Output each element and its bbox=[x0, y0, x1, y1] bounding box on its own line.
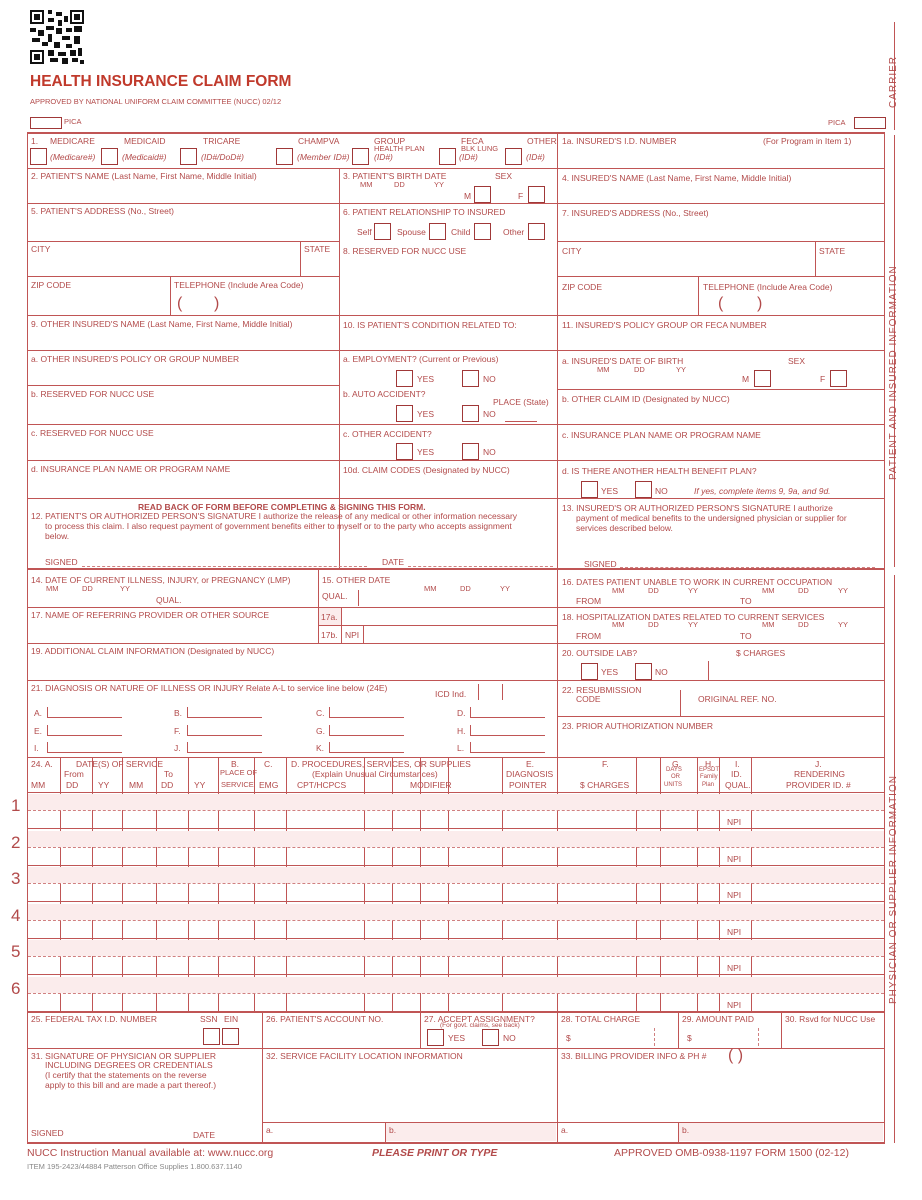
box16-from: FROM bbox=[576, 596, 602, 606]
box18-to: TO bbox=[740, 631, 752, 641]
service-line-number: 6 bbox=[11, 978, 21, 998]
box10d-label: 10d. CLAIM CODES (Designated by NUCC) bbox=[343, 465, 510, 475]
outside-lab-no-checkbox[interactable] bbox=[635, 663, 652, 680]
box11d-label: d. IS THERE ANOTHER HEALTH BENEFIT PLAN? bbox=[562, 466, 757, 476]
feca-checkbox[interactable] bbox=[439, 148, 456, 165]
box31-l1: 31. SIGNATURE OF PHYSICIAN OR SUPPLIER bbox=[31, 1051, 216, 1061]
box29-dollar: $ bbox=[687, 1033, 692, 1043]
medicaid-id: (Medicaid#) bbox=[122, 152, 167, 162]
box16-dd2: DD bbox=[798, 586, 809, 595]
self-label: Self bbox=[357, 227, 372, 237]
tel-paren-close: ) bbox=[214, 295, 220, 312]
ssn-checkbox[interactable] bbox=[203, 1028, 220, 1045]
box9d-label: d. INSURANCE PLAN NAME OR PROGRAM NAME bbox=[31, 464, 231, 474]
auto-no-checkbox[interactable] bbox=[462, 405, 479, 422]
service-line-number: 3 bbox=[11, 869, 21, 888]
form-title: HEALTH INSURANCE CLAIM FORM bbox=[30, 73, 292, 90]
service-line-npi: NPI bbox=[727, 926, 742, 937]
box24h-family: Family bbox=[700, 774, 718, 780]
other-checkbox[interactable] bbox=[505, 148, 522, 165]
box24d-modifier: MODIFIER bbox=[410, 780, 452, 790]
box9-label: 9. OTHER INSURED'S NAME (Last Name, First Name, Middle Initial) bbox=[31, 319, 293, 329]
box24i-id: ID. bbox=[731, 769, 742, 779]
box24-dates: DATE(S) OF SERVICE bbox=[76, 759, 164, 769]
pica-right: PICA bbox=[828, 118, 846, 127]
box27-label: 27. ACCEPT ASSIGNMENT? bbox=[424, 1014, 535, 1024]
service-line-number: 2 bbox=[11, 832, 21, 852]
side-carrier: CARRIER bbox=[888, 55, 899, 108]
box24b-label: B. bbox=[231, 759, 240, 769]
diag-letter-d: D. bbox=[457, 708, 466, 718]
patient-state: STATE bbox=[304, 244, 331, 254]
service-line-npi: NPI bbox=[727, 963, 742, 973]
box17b-npi: NPI bbox=[345, 630, 360, 640]
box24-to: To bbox=[164, 769, 173, 779]
box9c-label: c. RESERVED FOR NUCC USE bbox=[31, 428, 154, 438]
box24e-pointer: POINTER bbox=[509, 780, 547, 790]
box33-b: b. bbox=[682, 1125, 690, 1135]
box17-label: 17. NAME OF REFERRING PROVIDER OR OTHER SOURCE bbox=[31, 610, 270, 620]
box5-label: 5. PATIENT'S ADDRESS (No., Street) bbox=[31, 206, 175, 216]
outside-lab-no: NO bbox=[655, 667, 668, 677]
box24h-epsdt: EPSDT bbox=[699, 767, 720, 773]
champva-label: CHAMPVA bbox=[298, 136, 340, 146]
box30-label: 30. Rsvd for NUCC Use bbox=[785, 1014, 876, 1024]
box3-label: 3. PATIENT'S BIRTH DATE bbox=[343, 171, 447, 181]
service-line-npi: NPI bbox=[727, 999, 742, 1010]
box14-label: 14. DATE OF CURRENT ILLNESS, INJURY, or PREGNANCY (LMP) bbox=[31, 575, 291, 585]
box24h-plan: Plan bbox=[702, 782, 715, 788]
child-checkbox[interactable] bbox=[474, 223, 491, 240]
box17a-label: 17a. bbox=[321, 612, 338, 622]
box24g-units: UNITS bbox=[664, 782, 682, 788]
box25-ein: EIN bbox=[224, 1014, 239, 1024]
box13-line3: services described below. bbox=[576, 523, 673, 533]
box20-charges: $ CHARGES bbox=[736, 648, 786, 658]
box15-yy: YY bbox=[500, 584, 511, 593]
box12-line2: to process this claim. I also request payment of government benefits either to myself or to the party who accepts assignment bbox=[45, 521, 512, 531]
other-acc-yes: YES bbox=[417, 447, 435, 457]
side-patient: PATIENT AND INSURED INFORMATION bbox=[888, 265, 899, 480]
another-plan-yes-checkbox[interactable] bbox=[581, 481, 598, 498]
box24c-label: C. bbox=[264, 759, 273, 769]
box14-qual: QUAL. bbox=[156, 595, 182, 605]
auto-no: NO bbox=[483, 409, 496, 419]
box28-dollar: $ bbox=[566, 1033, 571, 1043]
box10-label: 10. IS PATIENT'S CONDITION RELATED TO: bbox=[343, 320, 517, 330]
box18-yy2: YY bbox=[838, 620, 849, 629]
box24-dd2: DD bbox=[161, 780, 174, 790]
box4-label: 4. INSURED'S NAME (Last Name, First Name, Middle Initial) bbox=[562, 173, 792, 183]
patient-sex-f-checkbox[interactable] bbox=[528, 186, 545, 203]
pica-left-box[interactable] bbox=[30, 117, 62, 129]
box24c-emg: EMG bbox=[259, 780, 279, 790]
box11a-f: F bbox=[820, 374, 826, 384]
box1-num: 1. bbox=[31, 136, 39, 146]
box16-to: TO bbox=[740, 596, 752, 606]
box14-yy: YY bbox=[120, 584, 131, 593]
pica-right-box[interactable] bbox=[854, 117, 886, 129]
medicare-label: MEDICARE bbox=[50, 136, 95, 146]
other-id: (ID#) bbox=[526, 152, 545, 162]
service-line-npi: NPI bbox=[727, 817, 742, 827]
box11a-label: a. INSURED'S DATE OF BIRTH bbox=[562, 356, 684, 366]
box18-from: FROM bbox=[576, 631, 602, 641]
box24-mm2: MM bbox=[129, 780, 144, 790]
box24-yy2: YY bbox=[194, 780, 206, 790]
box29-label: 29. AMOUNT PAID bbox=[682, 1014, 754, 1024]
patient-telephone: TELEPHONE (Include Area Code) bbox=[174, 280, 304, 290]
approved-line: APPROVED BY NATIONAL UNIFORM CLAIM COMMITTEE (NUCC) 02/12 bbox=[30, 97, 282, 106]
feca-id: (ID#) bbox=[459, 152, 478, 162]
box18-label: 18. HOSPITALIZATION DATES RELATED TO CURRENT SERVICES bbox=[562, 612, 825, 622]
box24j-rendering: RENDERING bbox=[794, 769, 846, 779]
box16-mm1: MM bbox=[612, 586, 625, 595]
box7-label: 7. INSURED'S ADDRESS (No., Street) bbox=[562, 208, 709, 218]
service-line-npi: NPI bbox=[727, 853, 742, 864]
box31-l3: (I certify that the statements on the reverse bbox=[45, 1070, 207, 1080]
box32-label: 32. SERVICE FACILITY LOCATION INFORMATION bbox=[266, 1051, 463, 1061]
qr-code bbox=[30, 10, 84, 64]
box1a-label: 1a. INSURED'S I.D. NUMBER bbox=[562, 136, 677, 146]
box11b-label: b. OTHER CLAIM ID (Designated by NUCC) bbox=[562, 394, 730, 404]
box20-label: 20. OUTSIDE LAB? bbox=[562, 648, 638, 658]
tricare-checkbox[interactable] bbox=[180, 148, 197, 165]
other-acc-no-checkbox[interactable] bbox=[462, 443, 479, 460]
service-line-number: 1 bbox=[11, 796, 21, 815]
pica-left: PICA bbox=[64, 117, 82, 126]
box16-yy2: YY bbox=[838, 586, 849, 595]
tricare-id: (ID#/DoD#) bbox=[201, 152, 244, 162]
employment-yes-checkbox[interactable] bbox=[396, 370, 413, 387]
box24i-label: I. bbox=[735, 759, 740, 769]
box33-a: a. bbox=[561, 1125, 569, 1135]
medicare-checkbox[interactable] bbox=[30, 148, 47, 165]
box8-label: 8. RESERVED FOR NUCC USE bbox=[343, 246, 467, 256]
auto-yes: YES bbox=[417, 409, 435, 419]
box19-label: 19. ADDITIONAL CLAIM INFORMATION (Designated by NUCC) bbox=[31, 646, 275, 656]
feca-label: FECA bbox=[461, 136, 484, 146]
tricare-label: TRICARE bbox=[203, 136, 241, 146]
box31-l4: apply to this bill and are made a part thereof.) bbox=[45, 1080, 217, 1090]
box33-paren: ( ) bbox=[728, 1047, 744, 1064]
patient-city: CITY bbox=[31, 244, 51, 254]
box24g-or: OR bbox=[671, 774, 680, 780]
group-checkbox[interactable] bbox=[352, 148, 369, 165]
box31-l2: INCLUDING DEGREES OR CREDENTIALS bbox=[45, 1060, 213, 1070]
insured-sex-m-checkbox[interactable] bbox=[754, 370, 771, 387]
insured-city: CITY bbox=[562, 246, 582, 256]
box22-orig: ORIGINAL REF. NO. bbox=[698, 694, 777, 704]
box3-f: F bbox=[518, 191, 524, 201]
box16-dd1: DD bbox=[648, 586, 659, 595]
box24d-explain: (Explain Unusual Circumstances) bbox=[312, 769, 438, 779]
box15-qual: QUAL. bbox=[322, 591, 348, 601]
box24b-service: SERVICE bbox=[221, 780, 254, 789]
box11a-dd: DD bbox=[634, 365, 645, 374]
diag-letter-a: A. bbox=[34, 708, 43, 718]
blk-lung-label: BLK LUNG bbox=[461, 144, 499, 153]
diag-letter-j: J. bbox=[174, 743, 181, 753]
champva-checkbox[interactable] bbox=[276, 148, 293, 165]
rel-other-label: Other bbox=[503, 227, 525, 237]
diag-letter-b: B. bbox=[174, 708, 183, 718]
another-plan-no: NO bbox=[655, 486, 668, 496]
service-line-npi: NPI bbox=[727, 890, 742, 900]
outside-lab-yes: YES bbox=[601, 667, 619, 677]
diag-letter-f: F. bbox=[174, 726, 181, 736]
box24d-label: D. PROCEDURES, SERVICES, OR SUPPLIES bbox=[291, 759, 471, 769]
box15-mm: MM bbox=[424, 584, 437, 593]
medicaid-label: MEDICAID bbox=[124, 136, 166, 146]
box27-note: (For govt. claims, see back) bbox=[440, 1022, 520, 1029]
box13-line1: 13. INSURED'S OR AUTHORIZED PERSON'S SIGNATURE I authorize bbox=[562, 503, 833, 513]
insured-sex-f-checkbox[interactable] bbox=[830, 370, 847, 387]
box24f-label: F. bbox=[602, 759, 609, 769]
box24g-days: DAYS bbox=[666, 767, 682, 773]
box11a-sex: SEX bbox=[788, 356, 806, 366]
footer-right: APPROVED OMB-0938-1197 FORM 1500 (02-12) bbox=[614, 1147, 849, 1159]
ins-tel-paren-close: ) bbox=[757, 295, 763, 312]
box23-label: 23. PRIOR AUTHORIZATION NUMBER bbox=[562, 721, 713, 731]
footer-center: PLEASE PRINT OR TYPE bbox=[372, 1147, 498, 1159]
service-line-number: 5 bbox=[11, 942, 21, 961]
box25-ssn: SSN bbox=[200, 1014, 218, 1024]
other-acc-no: NO bbox=[483, 447, 496, 457]
box9a-label: a. OTHER INSURED'S POLICY OR GROUP NUMBER bbox=[31, 354, 240, 364]
another-plan-yes: YES bbox=[601, 486, 619, 496]
box10a-label: a. EMPLOYMENT? (Current or Previous) bbox=[343, 354, 499, 364]
accept-yes-checkbox[interactable] bbox=[427, 1029, 444, 1046]
box14-mm: MM bbox=[46, 584, 59, 593]
box16-mm2: MM bbox=[762, 586, 775, 595]
box31-signed: SIGNED bbox=[31, 1128, 64, 1138]
box24-yy1: YY bbox=[98, 780, 110, 790]
box21-icd: ICD Ind. bbox=[435, 689, 467, 699]
accept-yes: YES bbox=[448, 1033, 466, 1043]
box15-label: 15. OTHER DATE bbox=[322, 575, 391, 585]
box31-date: DATE bbox=[193, 1130, 216, 1140]
insured-state: STATE bbox=[819, 246, 846, 256]
diag-letter-i: I. bbox=[34, 743, 39, 753]
box33-label: 33. BILLING PROVIDER INFO & PH # bbox=[561, 1051, 707, 1061]
box12-header: READ BACK OF FORM BEFORE COMPLETING & SIGNING THIS FORM. bbox=[138, 502, 426, 512]
insured-telephone: TELEPHONE (Include Area Code) bbox=[703, 282, 833, 292]
box32-b: b. bbox=[389, 1125, 397, 1135]
box12-signed: SIGNED bbox=[45, 557, 78, 567]
health-plan-label: HEALTH PLAN bbox=[374, 144, 425, 153]
diag-letter-c: C. bbox=[316, 708, 325, 718]
diag-letter-g: G. bbox=[316, 726, 325, 736]
diag-letter-e: E. bbox=[34, 726, 43, 736]
box18-dd2: DD bbox=[798, 620, 809, 629]
box24g-label: G. bbox=[672, 759, 681, 769]
ins-tel-paren-open: ( bbox=[718, 295, 724, 312]
box3-dd: DD bbox=[394, 180, 405, 189]
box24d-cpt: CPT/HCPCS bbox=[297, 780, 347, 790]
group-id: (ID#) bbox=[374, 152, 393, 162]
box18-dd1: DD bbox=[648, 620, 659, 629]
box25-label: 25. FEDERAL TAX I.D. NUMBER bbox=[31, 1014, 157, 1024]
box24j-provider: PROVIDER ID. # bbox=[786, 780, 851, 790]
box24e-diagnosis: DIAGNOSIS bbox=[506, 769, 554, 779]
box24-dd1: DD bbox=[66, 780, 79, 790]
patient-zip: ZIP CODE bbox=[31, 280, 71, 290]
service-line-number: 4 bbox=[11, 905, 21, 925]
medicare-id: (Medicare#) bbox=[50, 152, 96, 162]
box11-label: 11. INSURED'S POLICY GROUP OR FECA NUMBER bbox=[562, 320, 767, 330]
box1a-note: (For Program in Item 1) bbox=[763, 136, 852, 146]
box24b-place: PLACE OF bbox=[220, 768, 258, 777]
diag-letter-l: L. bbox=[457, 743, 465, 753]
box12-date: DATE bbox=[382, 557, 405, 567]
spouse-checkbox[interactable] bbox=[429, 223, 446, 240]
box24a-label: 24. A. bbox=[31, 759, 53, 769]
footer-item: ITEM 195-2423/44884 Patterson Office Supplies 1.800.637.1140 bbox=[27, 1162, 242, 1171]
another-plan-note: If yes, complete items 9, 9a, and 9d. bbox=[694, 486, 831, 496]
box10b-label: b. AUTO ACCIDENT? bbox=[343, 389, 426, 399]
box24i-qual: QUAL. bbox=[725, 780, 751, 790]
rel-other-checkbox[interactable] bbox=[528, 223, 545, 240]
box21-label: 21. DIAGNOSIS OR NATURE OF ILLNESS OR INJURY Relate A-L to service line below (24E) bbox=[31, 683, 388, 693]
footer-left: NUCC Instruction Manual available at: www.nucc.org bbox=[27, 1147, 274, 1159]
box26-label: 26. PATIENT'S ACCOUNT NO. bbox=[266, 1014, 384, 1024]
employment-no: NO bbox=[483, 374, 496, 384]
box16-yy1: YY bbox=[688, 586, 699, 595]
medicaid-checkbox[interactable] bbox=[101, 148, 118, 165]
box10c-label: c. OTHER ACCIDENT? bbox=[343, 429, 432, 439]
child-label: Child bbox=[451, 227, 471, 237]
accept-no-checkbox[interactable] bbox=[482, 1029, 499, 1046]
box24-from: From bbox=[64, 769, 84, 779]
box24-mm1: MM bbox=[31, 780, 46, 790]
patient-sex-m-checkbox[interactable] bbox=[474, 186, 491, 203]
tel-paren-open: ( bbox=[177, 295, 183, 312]
box9b-label: b. RESERVED FOR NUCC USE bbox=[31, 389, 155, 399]
side-physician: PHYSICIAN OR SUPPLIER INFORMATION bbox=[888, 775, 899, 1004]
box3-m: M bbox=[464, 191, 472, 201]
box18-mm2: MM bbox=[762, 620, 775, 629]
box22-label: 22. RESUBMISSION bbox=[562, 685, 642, 695]
box3-mm: MM bbox=[360, 180, 373, 189]
self-checkbox[interactable] bbox=[374, 223, 391, 240]
box11c-label: c. INSURANCE PLAN NAME OR PROGRAM NAME bbox=[562, 430, 761, 440]
champva-id: (Member ID#) bbox=[297, 152, 350, 162]
box11a-yy: YY bbox=[676, 365, 687, 374]
box24h-label: H. bbox=[705, 759, 714, 769]
box17b-label: 17b. bbox=[321, 630, 338, 640]
other-acc-yes-checkbox[interactable] bbox=[396, 443, 413, 460]
auto-yes-checkbox[interactable] bbox=[396, 405, 413, 422]
diag-letter-k: K. bbox=[316, 743, 325, 753]
diag-letter-h: H. bbox=[457, 726, 466, 736]
box13-line2: payment of medical benefits to the undersigned physician or supplier for bbox=[576, 513, 847, 523]
outside-lab-yes-checkbox[interactable] bbox=[581, 663, 598, 680]
box12-line1: 12. PATIENT'S OR AUTHORIZED PERSON'S SIGNATURE I authorize the release of any medical or other information necessary bbox=[31, 511, 518, 521]
employment-yes: YES bbox=[417, 374, 435, 384]
box16-label: 16. DATES PATIENT UNABLE TO WORK IN CURRENT OCCUPATION bbox=[562, 577, 833, 587]
box24e-label: E. bbox=[526, 759, 535, 769]
box22-code: CODE bbox=[576, 694, 601, 704]
box24j-label: J. bbox=[815, 759, 822, 769]
box32-a: a. bbox=[266, 1125, 274, 1135]
accept-no: NO bbox=[503, 1033, 516, 1043]
box2-label: 2. PATIENT'S NAME (Last Name, First Name, Middle Initial) bbox=[31, 171, 257, 181]
box12-line3: below. bbox=[45, 531, 70, 541]
box24f-charges: $ CHARGES bbox=[580, 780, 630, 790]
box18-mm1: MM bbox=[612, 620, 625, 629]
ein-checkbox[interactable] bbox=[222, 1028, 239, 1045]
box28-label: 28. TOTAL CHARGE bbox=[561, 1014, 641, 1024]
employment-no-checkbox[interactable] bbox=[462, 370, 479, 387]
box11a-mm: MM bbox=[597, 365, 610, 374]
box3-yy: YY bbox=[434, 180, 445, 189]
other-label: OTHER bbox=[527, 136, 557, 146]
box11a-m: M bbox=[742, 374, 750, 384]
spouse-label: Spouse bbox=[397, 227, 426, 237]
insured-zip: ZIP CODE bbox=[562, 282, 602, 292]
box13-signed: SIGNED bbox=[584, 559, 617, 569]
box18-yy1: YY bbox=[688, 620, 699, 629]
box3-sex: SEX bbox=[495, 171, 513, 181]
box14-dd: DD bbox=[82, 584, 93, 593]
another-plan-no-checkbox[interactable] bbox=[635, 481, 652, 498]
box15-dd: DD bbox=[460, 584, 471, 593]
box6-label: 6. PATIENT RELATIONSHIP TO INSURED bbox=[343, 207, 506, 217]
group-label: GROUP bbox=[374, 136, 406, 146]
place-state: PLACE (State) bbox=[493, 397, 549, 407]
